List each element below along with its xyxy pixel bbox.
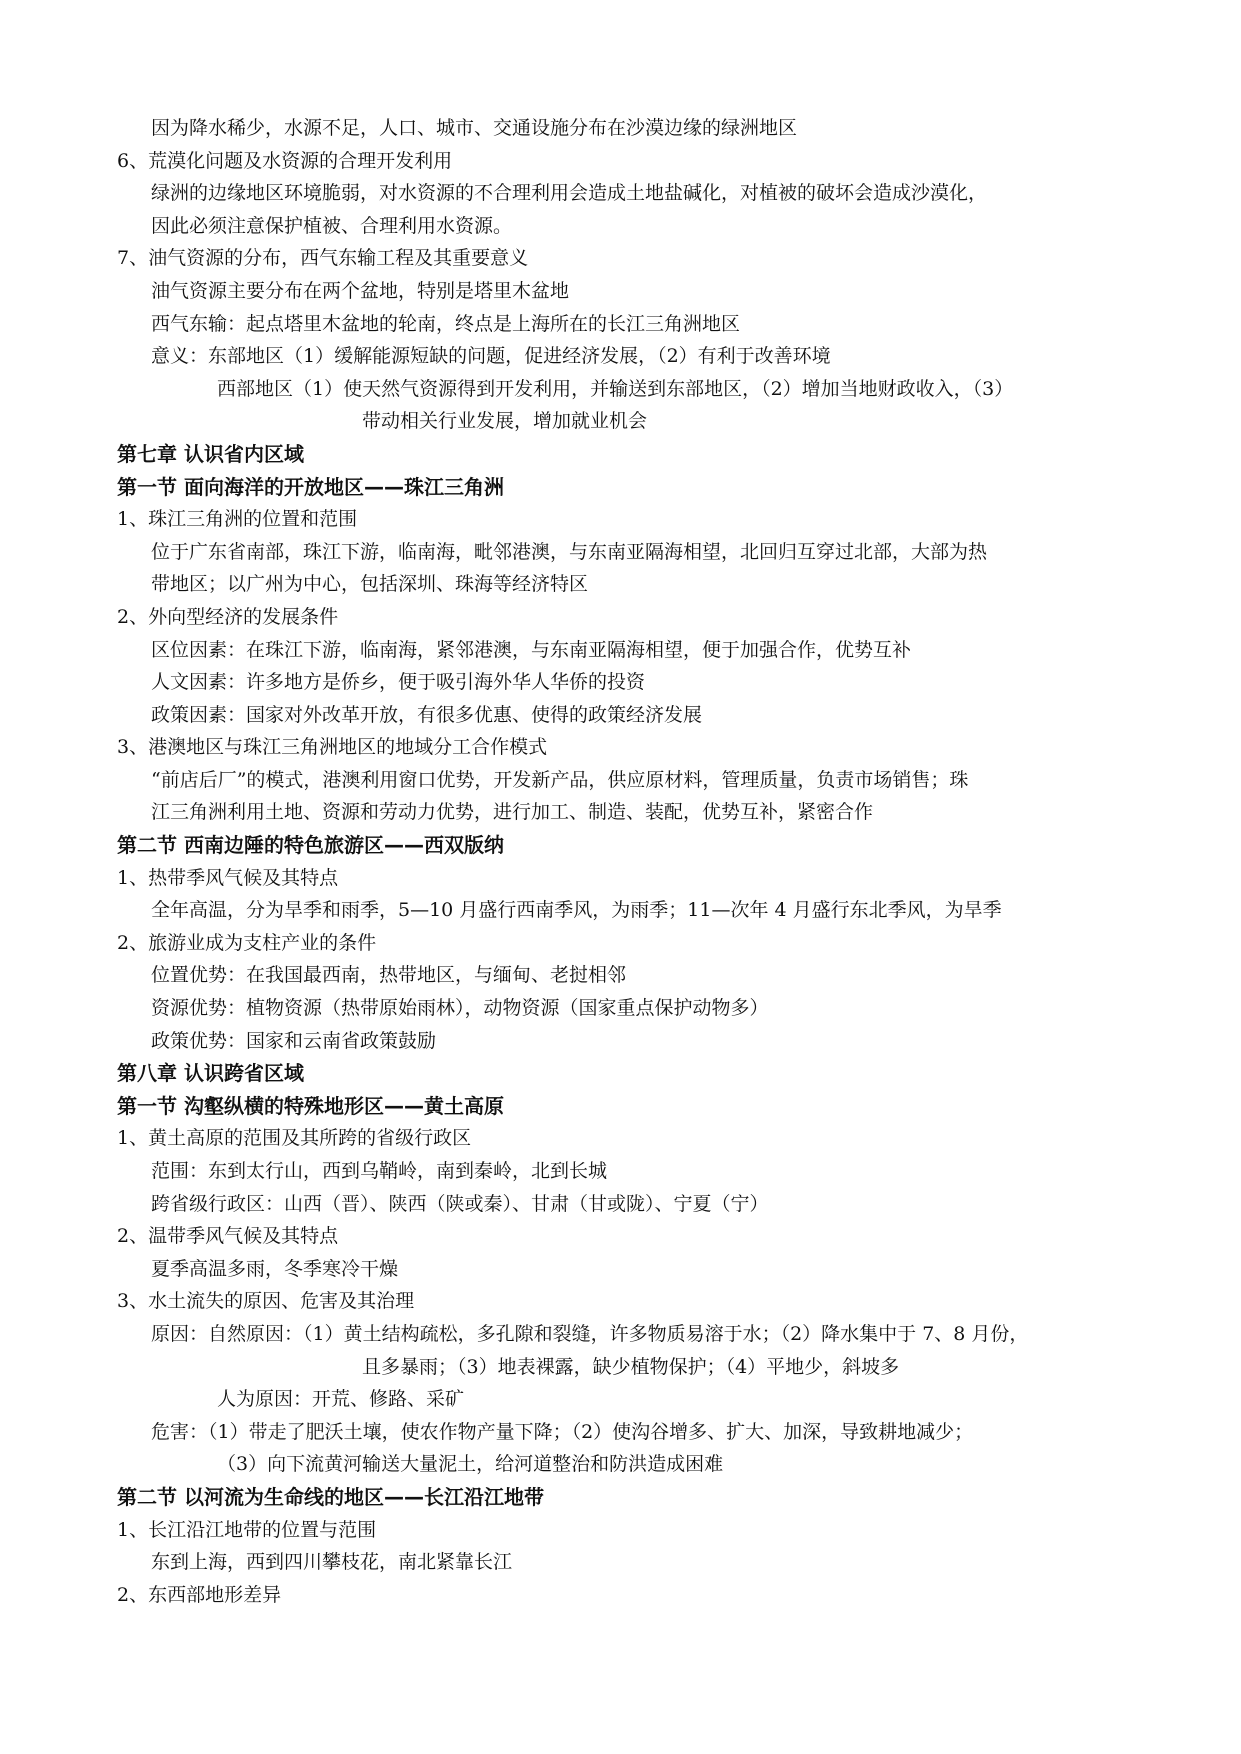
text-line: （3）向下流黄河输送大量泥土，给河道整治和防洪造成困难 [217,1453,724,1476]
text-line: 因为降水稀少，水源不足，人口、城市、交通设施分布在沙漠边缘的绿洲地区 [151,117,798,139]
text-line: 因此必须注意保护植被、合理利用水资源。 [151,214,513,237]
text-line: 2、温带季风气候及其特点 [117,1225,339,1248]
section-heading: 第一节 沟壑纵横的特殊地形区——黄土高原 [117,1093,504,1118]
text-line: 6、荒漠化问题及水资源的合理开发利用 [117,149,453,172]
section-heading: 第一节 面向海洋的开放地区——珠江三角洲 [117,474,504,499]
text-line: 7、油气资源的分布，西气东输工程及其重要意义 [117,247,529,270]
text-line: 2、外向型经济的发展条件 [117,605,339,628]
text-line: 带动相关行业发展，增加就业机会 [362,410,648,433]
section-heading: 第八章 认识跨省区域 [117,1061,304,1086]
text-line: 西部地区（1）使天然气资源得到开发利用，并输送到东部地区，（2）增加当地财政收入，（3） [217,377,1014,400]
text-line: 原因：自然原因：（1）黄土结构疏松，多孔隙和裂缝，许多物质易溶于水；（2）降水集中于 7、8 月份， [151,1322,1029,1345]
text-line: 绿洲的边缘地区环境脆弱，对水资源的不合理利用会造成土地盐碱化，对植被的破坏会造成沙漠化， [151,182,988,205]
text-line: 全年高温，分为旱季和雨季，5—10 月盛行西南季风，为雨季；11—次年 4 月盛行东北季风，为旱季 [151,899,1002,922]
section-heading: 第七章 认识省内区域 [117,441,304,466]
text-line: 1、珠江三角洲的位置和范围 [117,508,358,531]
text-line: 3、港澳地区与珠江三角洲地区的地域分工合作模式 [117,736,548,759]
text-line: 带地区；以广州为中心，包括深圳、珠海等经济特区 [151,573,589,596]
text-line: 2、旅游业成为支柱产业的条件 [117,931,377,954]
text-line: 西气东输：起点塔里木盆地的轮南，终点是上海所在的长江三角洲地区 [151,312,741,335]
section-heading: 第二节 西南边陲的特色旅游区——西双版纳 [117,833,504,858]
text-line: 1、长江沿江地带的位置与范围 [117,1518,377,1541]
text-line: 危害：（1）带走了肥沃土壤，使农作物产量下降；（2）使沟谷增多、扩大、加深，导致耕地减少； [151,1420,974,1443]
text-line: 夏季高温多雨，冬季寒冷干燥 [151,1257,399,1280]
text-line: 位于广东省南部，珠江下游，临南海，毗邻港澳，与东南亚隔海相望，北回归互穿过北部，大部为热 [151,540,988,563]
text-line: 人为原因：开荒、修路、采矿 [217,1388,465,1411]
section-heading: 第二节 以河流为生命线的地区——长江沿江地带 [117,1484,544,1509]
text-line: 资源优势：植物资源（热带原始雨林），动物资源（国家重点保护动物多） [151,997,769,1020]
text-line: “前店后厂”的模式，港澳利用窗口优势，开发新产品，供应原材料，管理质量，负责市场销售；珠 [151,768,969,791]
text-line: 3、水土流失的原因、危害及其治理 [117,1290,415,1313]
text-line: 跨省级行政区：山西（晋）、陕西（陕或秦）、甘肃（甘或陇）、宁夏（宁） [151,1192,769,1215]
text-line: 1、黄土高原的范围及其所跨的省级行政区 [117,1127,472,1150]
text-line: 位置优势：在我国最西南，热带地区，与缅甸、老挝相邻 [151,964,627,987]
text-line: 人文因素：许多地方是侨乡，便于吸引海外华人华侨的投资 [151,671,646,694]
text-line: 范围：东到太行山，西到乌鞘岭，南到秦岭，北到长城 [151,1160,608,1182]
text-line: 政策因素：国家对外改革开放，有很多优惠、使得的政策经济发展 [151,703,703,726]
text-line: 1、热带季风气候及其特点 [117,866,339,889]
text-line: 意义：东部地区（1）缓解能源短缺的问题，促进经济发展，（2）有利于改善环境 [151,345,831,368]
text-line: 东到上海，西到四川攀枝花，南北紧靠长江 [151,1551,513,1574]
text-line: 政策优势：国家和云南省政策鼓励 [151,1029,437,1052]
text-line: 油气资源主要分布在两个盆地，特别是塔里木盆地 [151,279,570,302]
text-line: 区位因素：在珠江下游，临南海，紧邻港澳，与东南亚隔海相望，便于加强合作，优势互补 [151,638,912,661]
text-line: 且多暴雨；（3）地表裸露，缺少植物保护；（4）平地少，斜坡多 [362,1355,900,1378]
text-line: 2、东西部地形差异 [117,1583,282,1606]
text-line: 江三角洲利用土地、资源和劳动力优势，进行加工、制造、装配，优势互补，紧密合作 [151,801,874,824]
